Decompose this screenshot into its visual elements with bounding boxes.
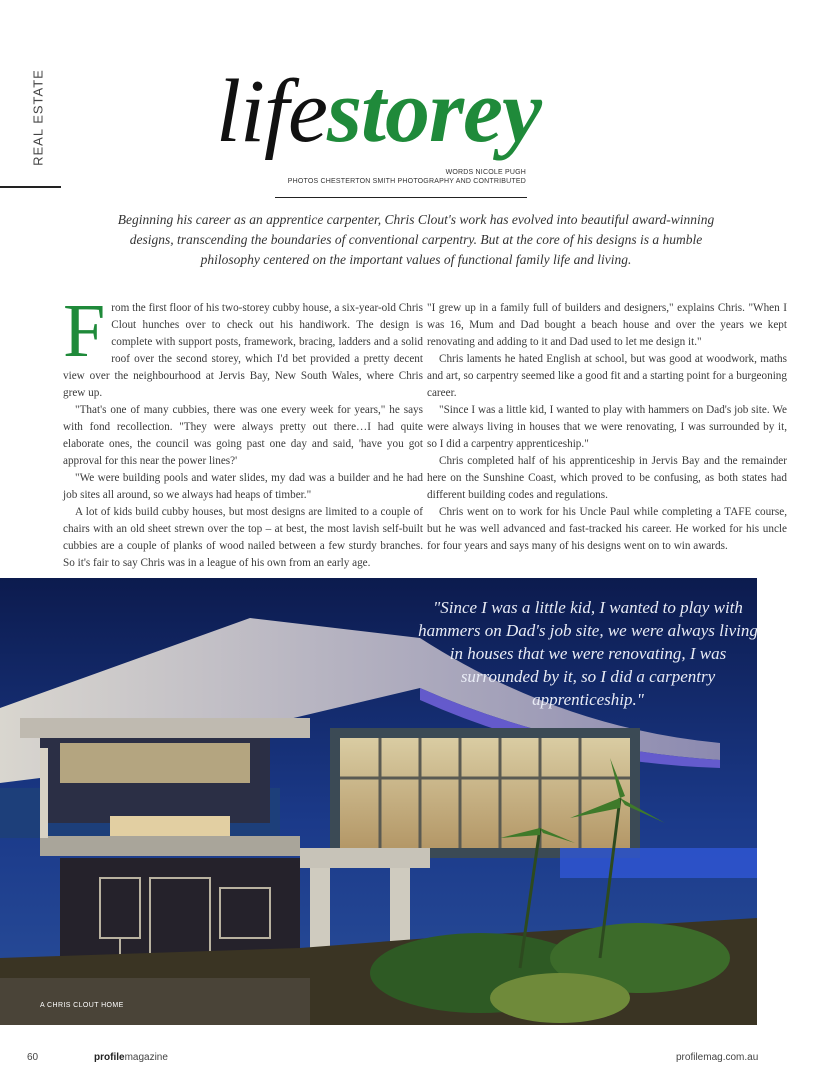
title-part-life: life — [216, 62, 327, 161]
pull-quote: "Since I was a little kid, I wanted to play with hammers on Dad's job site, we were always living in houses that we were renovating, I was surrounded by it, so I did a carpentry apprenticeship." — [418, 598, 758, 709]
title-part-storey: storey — [326, 62, 541, 161]
body-paragraph: Chris completed half of his apprenticeship in Jervis Bay and the remainder here on the Sunshine Coast, which proved to be confusing, as both states had different building codes and regulations. — [427, 455, 787, 501]
body-paragraph: Chris went on to work for his Uncle Paul while completing a TAFE course, but he was well advanced and fast-tracked his career. He worked for his uncle for four years and says many of his designs went on to win awards. — [427, 506, 787, 552]
body-paragraph: "I grew up in a family full of builders and designers," explains Chris. "When I was 16, Mum and Dad bought a beach house and over the years we kept renovating and adding to it and Dad used to let me design it." — [427, 302, 787, 348]
standfirst: Beginning his career as an apprentice carpenter, Chris Clout's work has evolved into beautiful award-winning designs, transcending the boundaries of conventional carpentry. But at the core of his designs is a humble philosophy centered on the important values of functional family life and living. — [117, 212, 715, 267]
body-paragraph: From the first floor of his two-storey cubby house, a six-year-old Chris Clout hunches over to check out his handiwork. The design is complete with support posts, framework, bracing, ladders and a solid roof over the second storey, which I'd bet provided a pretty decent view over the neighbourhood at Jervis Bay, New South Wales, where Chris grew up. — [63, 289, 424, 399]
section-label-text: REAL ESTATE — [30, 69, 46, 166]
section-rule — [0, 186, 61, 188]
credits-rule — [275, 197, 527, 198]
magazine-name: profilemagazine — [94, 1052, 168, 1063]
body-paragraph: "We were building pools and water slides, my dad was a builder and he had job sites all around, so we always had heaps of timber." — [63, 472, 423, 501]
photo-caption: A CHRIS CLOUT HOME — [40, 1002, 124, 1009]
body-paragraph: "Since I was a little kid, I wanted to play with hammers on Dad's job site. We were always living in houses that we were renovating, I was surrounded by it, so I did a carpentry apprenticeship." — [427, 404, 787, 450]
body-column-right — [427, 300, 787, 555]
body-paragraph: A lot of kids build cubby houses, but most designs are limited to a couple of chairs with an old sheet strewn over the top – at best, the most lavish self-built cubbies are a couple of planks of wood nailed between a few sturdy branches. So it's fair to say Chris was in a league of his own from an early age. — [63, 506, 423, 569]
page-title — [216, 62, 616, 162]
drop-cap: F — [63, 289, 106, 373]
body-column-left — [63, 289, 424, 572]
magazine-url: profilemag.com.au — [676, 1052, 759, 1063]
section-label — [26, 58, 46, 188]
credit-photos: PHOTOS CHESTERTON SMITH PHOTOGRAPHY AND CONTRIBUTED — [287, 178, 526, 185]
credits — [276, 168, 526, 186]
credit-words: WORDS NICOLE PUGH — [445, 169, 526, 176]
body-paragraph: "That's one of many cubbies, there was one every week for years," he says with fond recollection. "They were always pretty out there…I had quite elaborate ones, the council was going past one day and said, 'have you got approval for this near the power lines?' — [63, 404, 423, 467]
body-paragraph: Chris laments he hated English at school, but was good at woodwork, maths and art, so carpentry seemed like a good fit and a starting point for a burgeoning career. — [427, 353, 787, 399]
page-number: 60 — [27, 1052, 39, 1063]
